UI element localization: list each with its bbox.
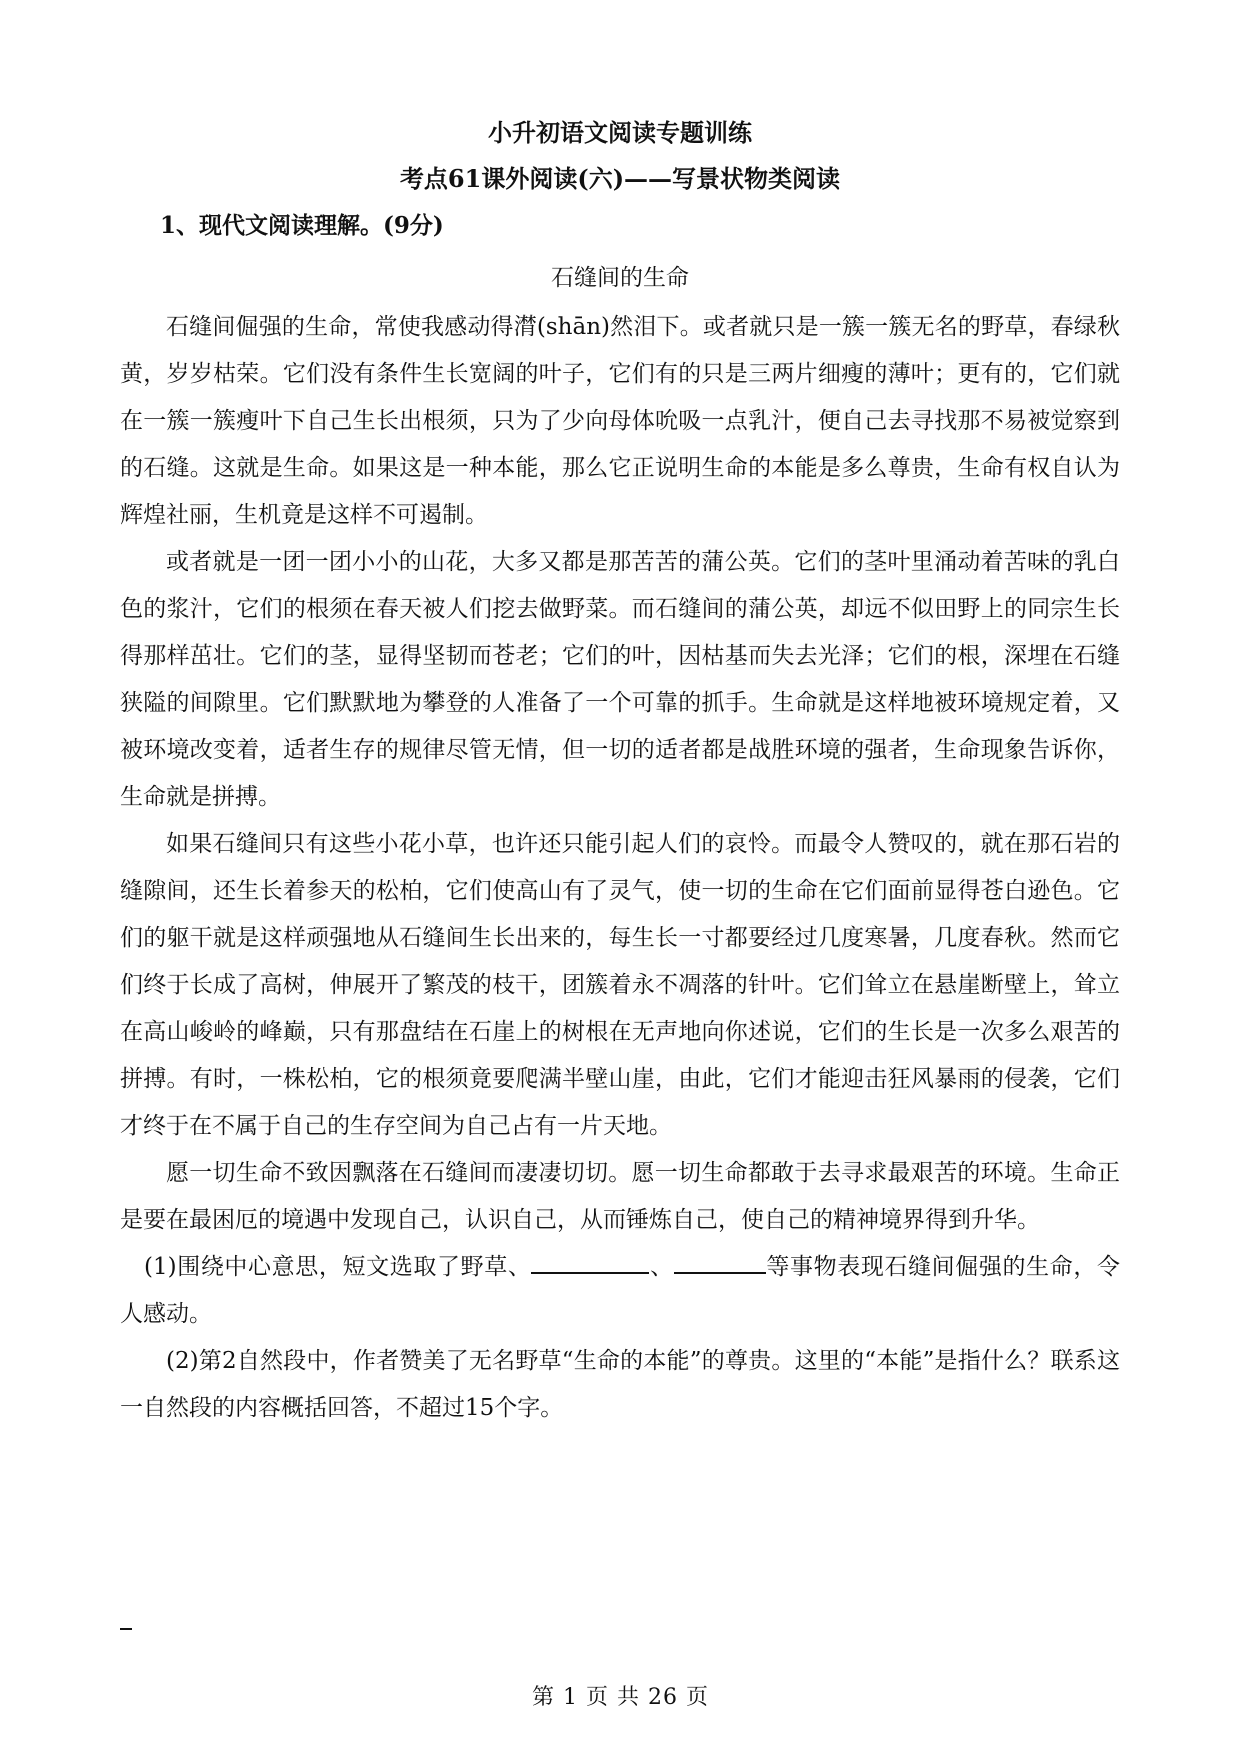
- passage-paragraph-2: 或者就是一团一团小小的山花，大多又都是那苦苦的蒲公英。它们的茎叶里涌动着苦味的乳白色的浆汁，它们的根须在春天被人们挖去做野菜。而石缝间的蒲公英，却远不似田野上的同宗生长得那样茁壮。它们的茎，显得坚韧而苍老；它们的叶，因枯基而失去光泽；它们的根，深埋在石缝狭隘的间隙里。它们默默地为攀登的人准备了一个可靠的抓手。生命就是这样地被环境规定着，又被环境改变着，适者生存的规律尽管无情，但一切的适者都是战胜环境的强者，生命现象告诉你，生命就是拼搏。: [120, 549, 1120, 810]
- passage-title: 石缝间的生命: [551, 265, 689, 291]
- answer-blank-1[interactable]: [531, 1250, 649, 1274]
- question-heading: 1、现代文阅读理解。(9分): [160, 212, 444, 239]
- subquestion-1-text-a: (1)围绕中心意思，短文选取了野草、: [144, 1254, 532, 1280]
- subquestion-1-text-b: 等事物表现石缝间倔强的生命，令人感动。: [120, 1254, 1121, 1327]
- answer-line-marker: [120, 1628, 132, 1630]
- page-footer: 第 1 页 共 26 页: [532, 1685, 709, 1710]
- subquestion-1: [120, 1244, 1120, 1338]
- passage-paragraph-1: 石缝间倔强的生命，常使我感动得潸(shān)然泪下。或者就只是一簇一簇无名的野草，春绿秋黄，岁岁枯荣。它们没有条件生长宽阔的叶子，它们有的只是三两片细瘦的薄叶；更有的，它们就在一簇一簇瘦叶下自己生长出根须，只为了少向母体吮吸一点乳汁，便自己去寻找那不易被觉察到的石缝。这就是生命。如果这是一种本能，那么它正说明生命的本能是多么尊贵，生命有权自认为辉煌社丽，生机竟是这样不可遏制。: [120, 314, 1120, 528]
- document-title: 小升初语文阅读专题训练: [488, 118, 752, 147]
- document-subtitle: 考点61课外阅读(六)——写景状物类阅读: [399, 164, 841, 193]
- subquestion-2: (2)第2自然段中，作者赞美了无名野草“生命的本能”的尊贵。这里的“本能”是指什么？联系这一自然段的内容概括回答，不超过15个字。: [120, 1348, 1120, 1421]
- passage-paragraph-4: 愿一切生命不致因飘落在石缝间而凄凄切切。愿一切生命都敢于去寻求最艰苦的环境。生命正是要在最困厄的境遇中发现自己，认识自己，从而锤炼自己，使自己的精神境界得到升华。: [120, 1160, 1120, 1233]
- answer-blank-2[interactable]: [674, 1250, 766, 1274]
- subquestion-1-separator: 、: [649, 1254, 674, 1280]
- passage-paragraph-3: 如果石缝间只有这些小花小草，也许还只能引起人们的哀怜。而最令人赞叹的，就在那石岩的缝隙间，还生长着参天的松柏，它们使高山有了灵气，使一切的生命在它们面前显得苍白逊色。它们的躯干就是这样顽强地从石缝间生长出来的，每生长一寸都要经过几度寒暑，几度春秋。然而它们终于长成了高树，伸展开了繁茂的枝干，团簇着永不凋落的针叶。它们耸立在悬崖断壁上，耸立在高山峻岭的峰巅，只有那盘结在石崖上的树根在无声地向你述说，它们的生长是一次多么艰苦的拼搏。有时，一株松柏，它的根须竟要爬满半壁山崖，由此，它们才能迎击狂风暴雨的侵袭，它们才终于在不属于自己的生存空间为自己占有一片天地。: [120, 831, 1120, 1139]
- document-page: [120, 112, 1120, 1432]
